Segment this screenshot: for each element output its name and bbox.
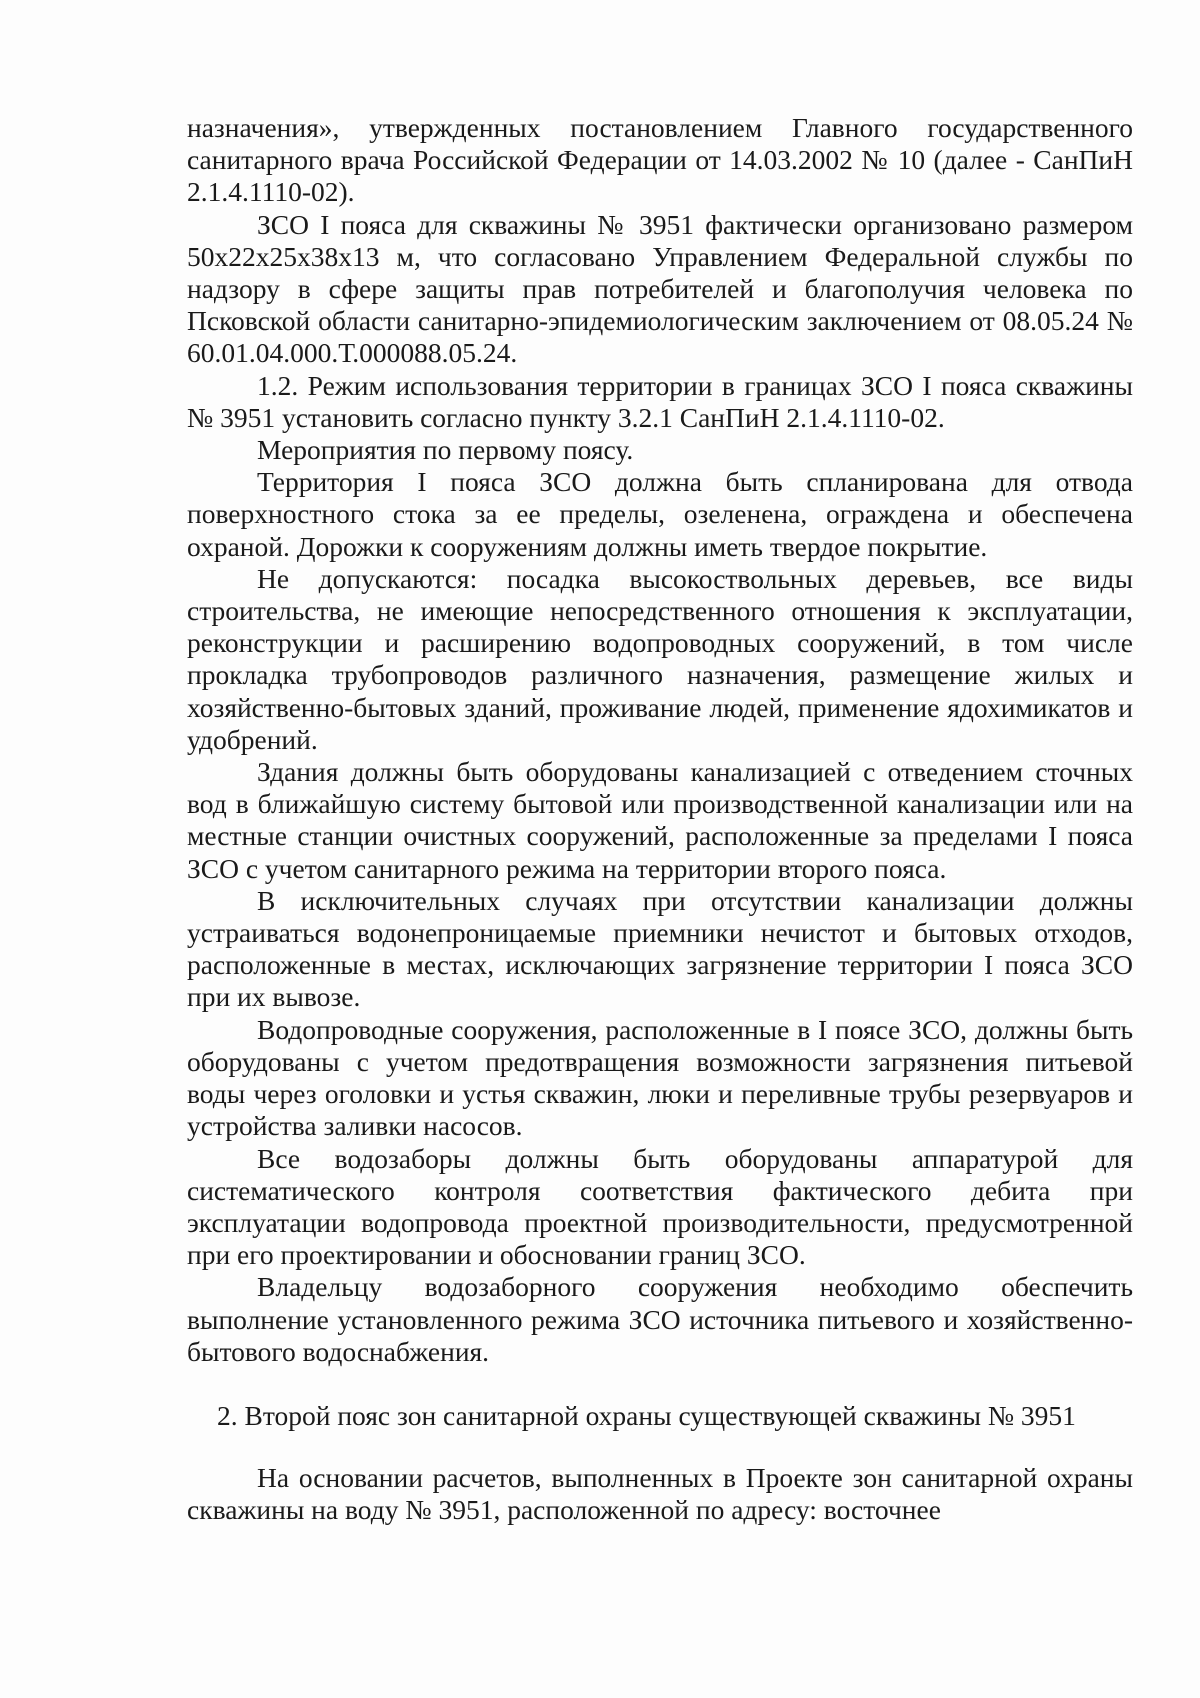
paragraph-buildings: Здания должны быть оборудованы канализацией с отведением сточных вод в ближайшую систему бытовой или производственной канализации или на местные станции очистных сооружений, расположенные за пределами I пояса ЗСО с учетом санитарного режима на территории второго пояса. xyxy=(187,756,1133,884)
paragraph-owner: Владельцу водозаборного сооружения необходимо обеспечить выполнение установленного режима ЗСО источника питьевого и хозяйственно-бытового водоснабжения. xyxy=(187,1271,1133,1367)
paragraph-not-allowed: Не допускаются: посадка высокоствольных деревьев, все виды строительства, не имеющие непосредственного отношения к эксплуатации, реконструкции и расширению водопроводных сооружений, в том числе прокладка трубопроводов различного назначения, размещение жилых и хозяйственно-бытовых зданий, проживание людей, применение ядохимикатов и удобрений. xyxy=(187,562,1133,755)
document-body xyxy=(187,112,1133,1527)
paragraph-measures-title: Мероприятия по первому поясу. xyxy=(257,434,634,466)
paragraph-territory: Территория I пояса ЗСО должна быть спланирована для отвода поверхностного стока за ее пределы, озеленена, ограждена и обеспечена охраной. Дорожки к сооружениям должны иметь твердое покрытие. xyxy=(187,466,1133,562)
paragraph-calculations: На основании расчетов, выполненных в Проекте зон санитарной охраны скважины на воду № 3951, расположенной по адресу: восточнее xyxy=(187,1462,1133,1526)
paragraph-water-structures: Водопроводные сооружения, расположенные в I поясе ЗСО, должны быть оборудованы с учетом предотвращения возможности загрязнения питьевой воды через оголовки и устья скважин, люки и переливные трубы резервуаров и устройства заливки насосов. xyxy=(187,1013,1133,1142)
section-heading: 2. Второй пояс зон санитарной охраны существующей скважины № 3951 xyxy=(217,1399,1076,1431)
paragraph-water-intakes: Все водозаборы должны быть оборудованы аппаратурой для систематического контроля соответствия фактического дебита при эксплуатации водопровода проектной производительности, предусмотренной при его проектировании и обосновании границ ЗСО. xyxy=(187,1142,1133,1271)
paragraph-exceptional-cases: В исключительных случаях при отсутствии канализации должны устраиваться водонепроницаемые приемники нечистот и бытовых отходов, расположенные в местах, исключающих загрязнение территории I пояса ЗСО при их вывозе. xyxy=(187,884,1133,1013)
paragraph-regime-1-2: 1.2. Режим использования территории в границах ЗСО I пояса скважины № 3951 установить согласно пункту 3.2.1 СанПиН 2.1.4.1110-02. xyxy=(187,369,1133,433)
paragraph-zso-size: ЗСО I пояса для скважины № 3951 фактически организовано размером 50х22х25х38х13 м, что согласовано Управлением Федеральной службы по надзору в сфере защиты прав потребителей и благополучия человека по Псковской области санитарно-эпидемиологическим заключением от 08.05.24 № 60.01.04.000.Т.000088.05.24. xyxy=(187,208,1133,369)
paragraph-continuation: назначения», утвержденных постановлением Главного государственного санитарного врача Российской Федерации от 14.03.2002 № 10 (далее - СанПиН 2.1.4.1110-02). xyxy=(187,112,1133,208)
